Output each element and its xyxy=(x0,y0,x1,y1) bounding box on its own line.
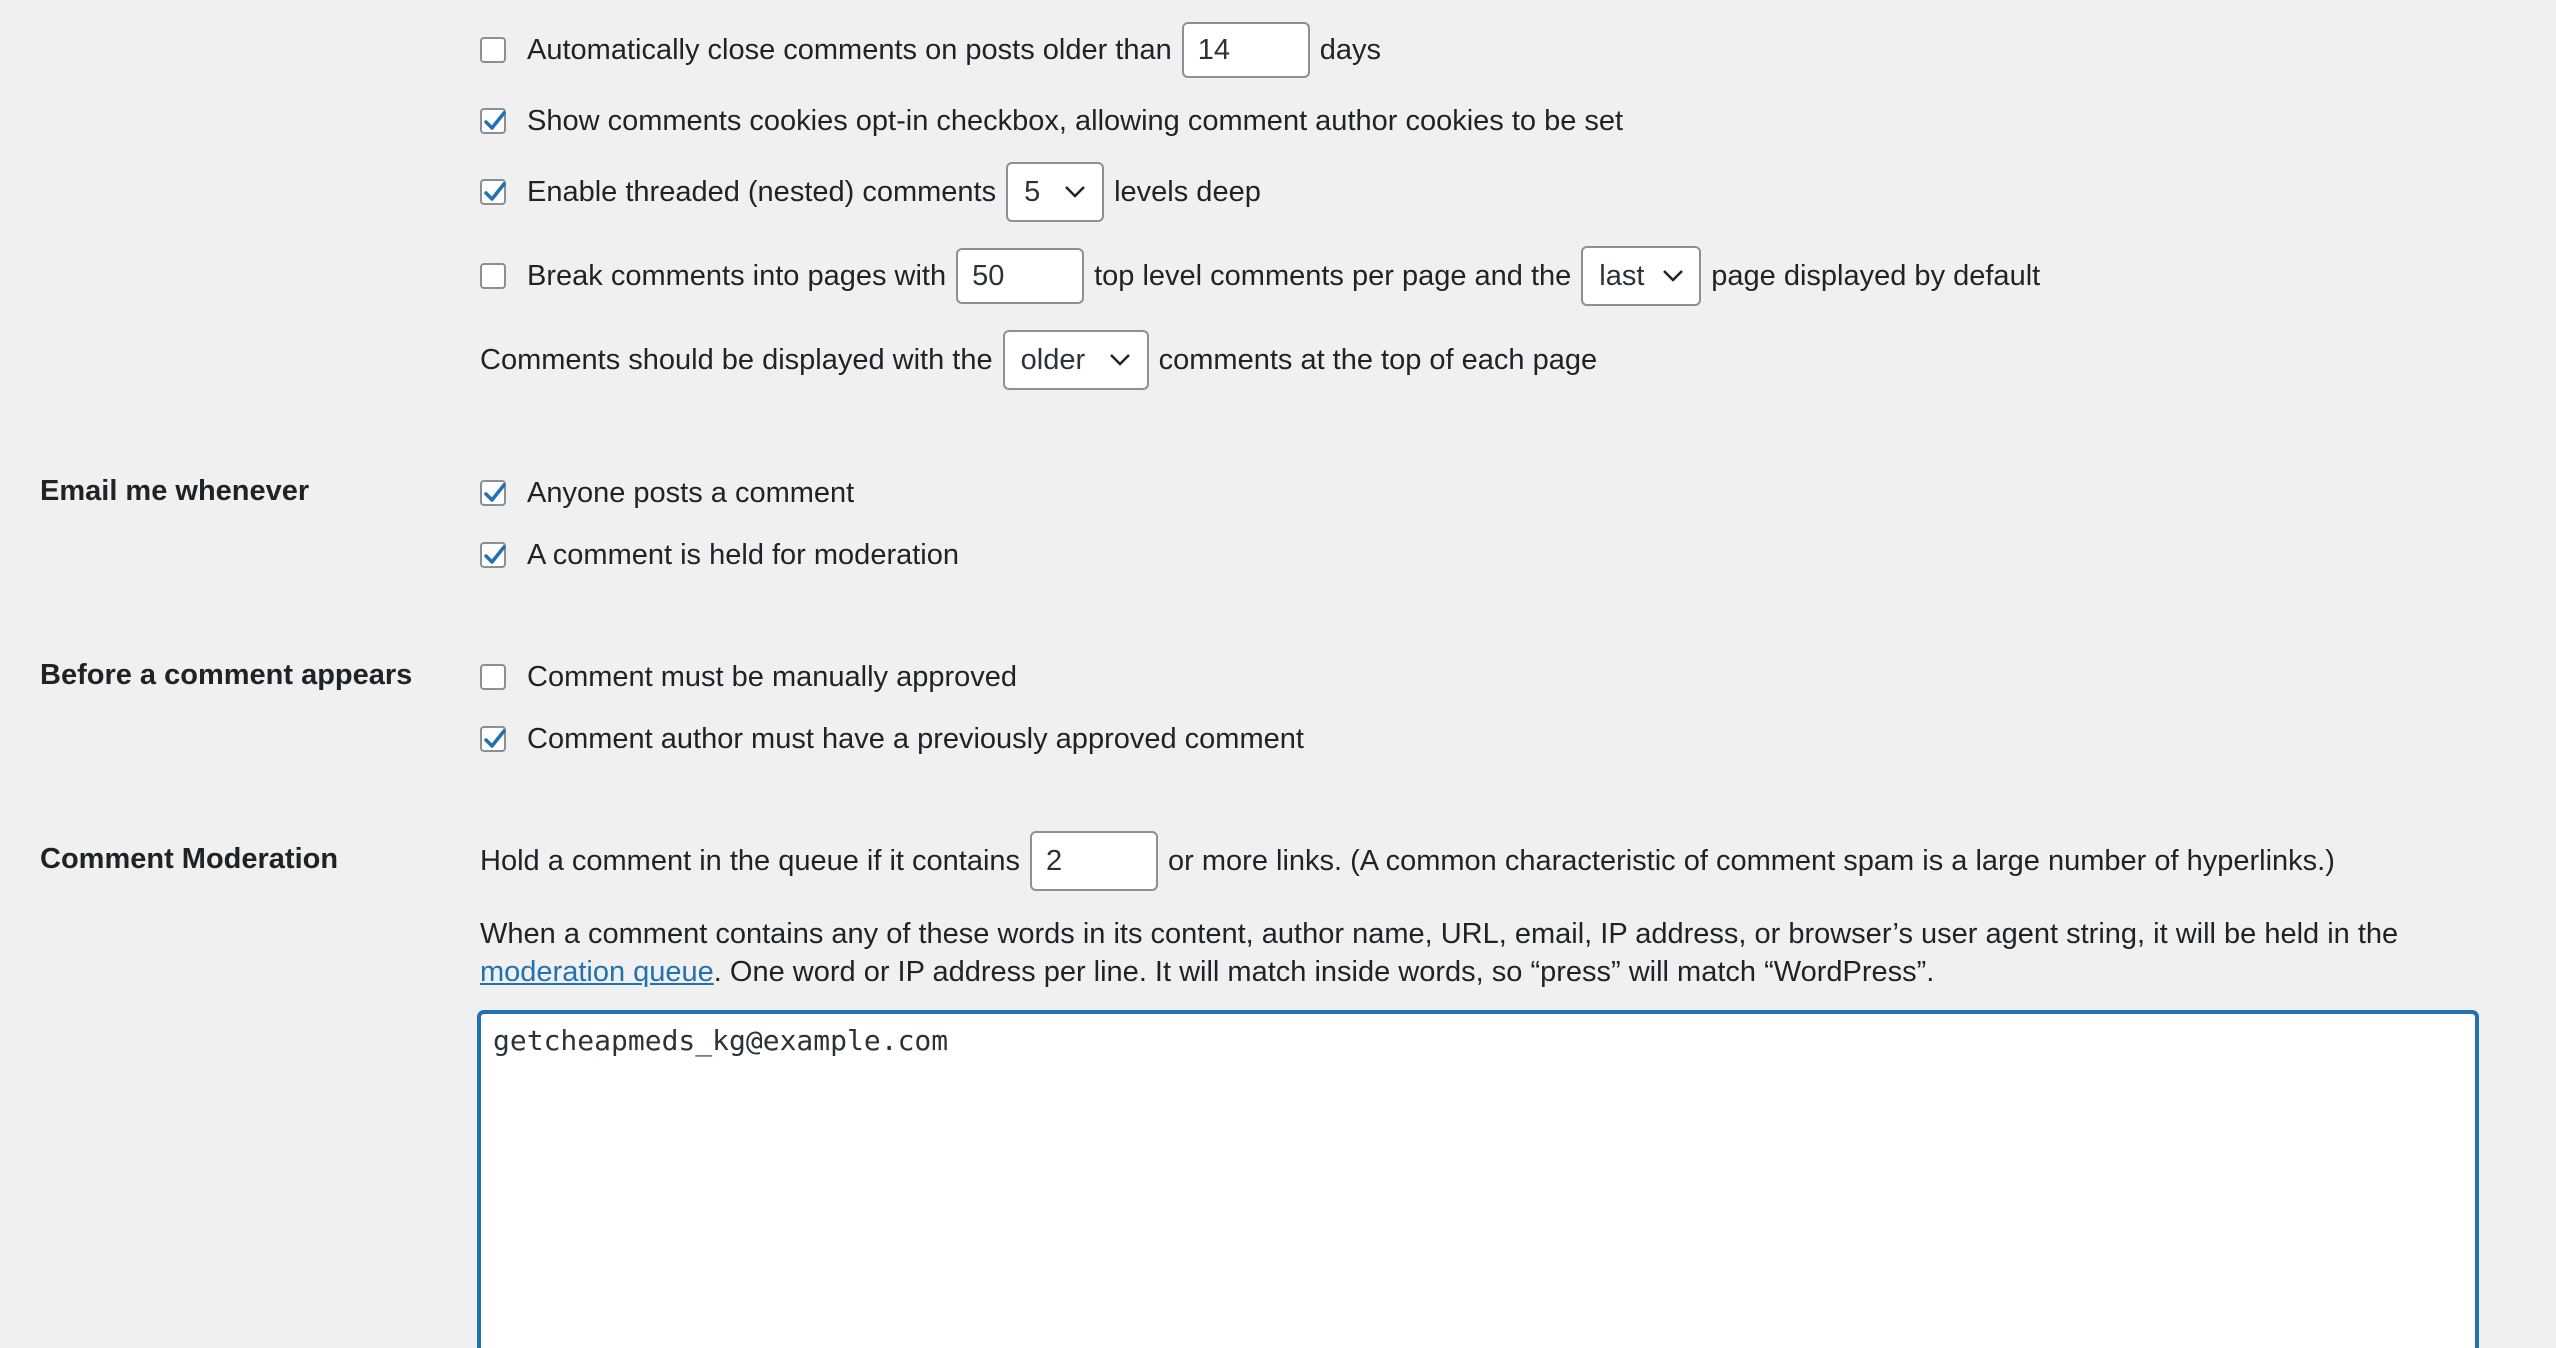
cookies-optin-row xyxy=(480,91,1623,151)
threaded-levels-label: levels deep xyxy=(1114,175,1261,208)
order-label: Comments should be displayed with the xyxy=(480,343,993,376)
cookies-optin-label: Show comments cookies opt-in checkbox, allowing comment author cookies to be set xyxy=(527,104,1624,137)
cookies-optin-checkbox[interactable] xyxy=(480,108,506,134)
moderation-links-input[interactable]: 2 xyxy=(1030,831,1158,891)
moderation-keys-textarea[interactable]: getcheapmeds_kg@example.com xyxy=(478,1011,2478,1348)
email-anyone-posts-checkbox[interactable] xyxy=(480,480,506,506)
order-select[interactable] xyxy=(1003,330,1149,390)
threaded-depth-value: 5 xyxy=(1024,175,1041,208)
order-after-label: comments at the top of each page xyxy=(1158,343,1598,376)
moderation-section-heading: Comment Moderation xyxy=(40,843,339,875)
paging-after-label: page displayed by default xyxy=(1711,259,2041,292)
auto-close-checkbox[interactable] xyxy=(480,37,506,63)
threaded-depth-select[interactable] xyxy=(1006,162,1104,222)
moderation-description-text-2: . One word or IP address per line. It will match inside words, so “press” will match “WordPress”. xyxy=(713,956,1935,988)
email-anyone-posts-label: Anyone posts a comment xyxy=(527,476,855,509)
manual-approve-label: Comment must be manually approved xyxy=(527,660,1018,693)
previously-approved-label: Comment author must have a previously approved comment xyxy=(527,722,1304,755)
checkmark-icon xyxy=(480,178,510,208)
paging-row xyxy=(480,246,2040,306)
chevron-down-icon xyxy=(1064,185,1086,199)
email-held-moderation-checkbox[interactable] xyxy=(480,542,506,568)
chevron-down-icon xyxy=(1662,269,1684,283)
before-item-manual-approve xyxy=(480,647,1017,707)
email-item-held-moderation xyxy=(480,525,959,585)
auto-close-days-input[interactable]: 14 xyxy=(1182,22,1310,78)
paging-per-page-input[interactable]: 50 xyxy=(956,248,1084,304)
chevron-down-icon xyxy=(1109,353,1131,367)
paging-default-page-value: last xyxy=(1599,259,1645,292)
paging-middle-label: top level comments per page and the xyxy=(1094,259,1572,292)
paging-label: Break comments into pages with xyxy=(527,259,947,292)
before-item-previously-approved xyxy=(480,709,1304,769)
auto-close-days-label: days xyxy=(1319,33,1382,66)
order-value: older xyxy=(1020,343,1086,376)
moderation-links-row xyxy=(480,831,2335,891)
email-section-heading: Email me whenever xyxy=(40,475,310,507)
threaded-row xyxy=(480,162,1261,222)
auto-close-row xyxy=(480,20,1381,80)
auto-close-label: Automatically close comments on posts older than xyxy=(527,33,1172,66)
paging-checkbox[interactable] xyxy=(480,263,506,289)
threaded-checkbox[interactable] xyxy=(480,179,506,205)
previously-approved-checkbox[interactable] xyxy=(480,726,506,752)
checkmark-icon xyxy=(480,541,510,571)
before-section-heading: Before a comment appears xyxy=(40,659,413,691)
email-held-moderation-label: A comment is held for moderation xyxy=(527,538,959,571)
moderation-links-after-label: or more links. (A common characteristic of comment spam is a large number of hyperlinks.) xyxy=(1168,844,2335,877)
moderation-description xyxy=(480,915,2480,991)
moderation-links-label: Hold a comment in the queue if it contains xyxy=(480,844,1021,877)
order-row xyxy=(480,330,1597,390)
manual-approve-checkbox[interactable] xyxy=(480,664,506,690)
checkmark-icon xyxy=(480,107,510,137)
moderation-queue-link[interactable]: moderation queue xyxy=(480,956,714,988)
paging-default-page-select[interactable] xyxy=(1581,246,1701,306)
moderation-description-text-1: When a comment contains any of these words in its content, author name, URL, email, IP address, or browser’s user agent string, it will be held in the xyxy=(480,918,2399,950)
checkmark-icon xyxy=(480,725,510,755)
checkmark-icon xyxy=(480,479,510,509)
email-item-anyone-posts xyxy=(480,463,854,523)
threaded-label: Enable threaded (nested) comments xyxy=(527,175,997,208)
